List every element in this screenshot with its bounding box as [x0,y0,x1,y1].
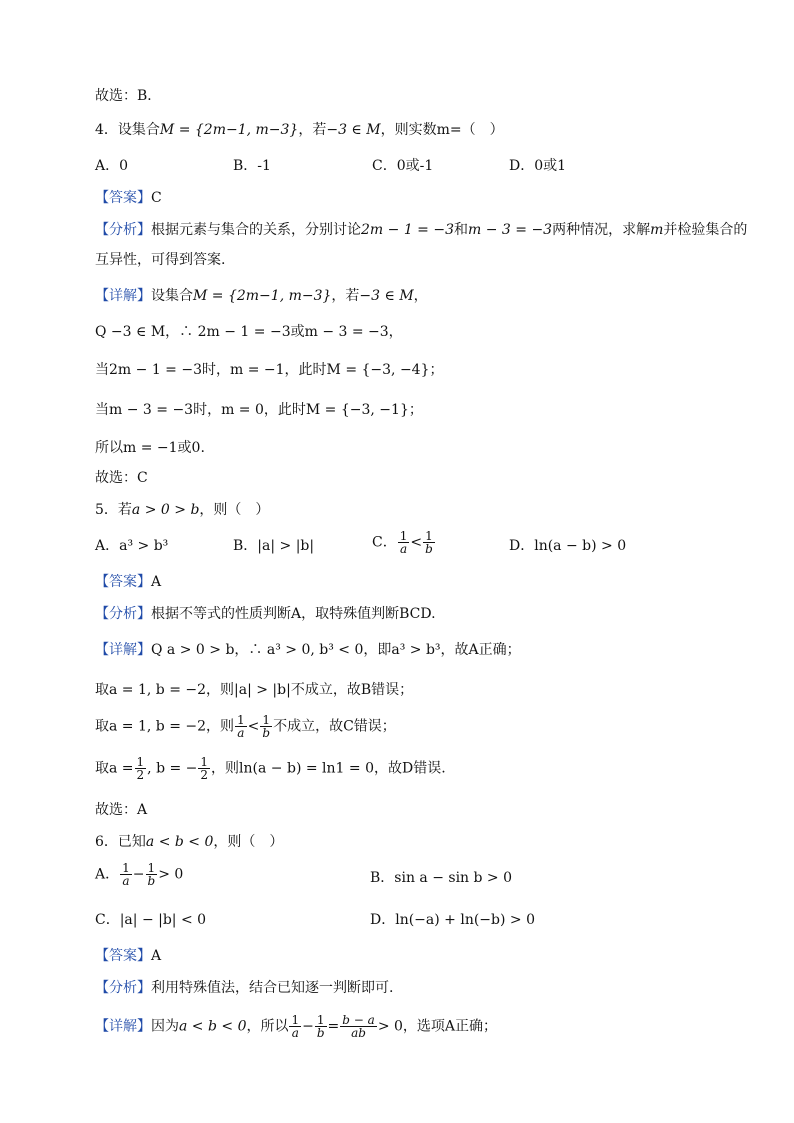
q4-conclusion: 故选：C [95,470,148,486]
q4-detail-4: 当m − 3 = −3时，m = 0，此时M = {−3, −1}； [95,402,423,418]
q6-detail-1: 【详解】因为a < b < 0，所以 $\frac{1}{a}$ − $\frac{1}{b}$ = $\frac{b - a}{ab}$ > 0，选项A正确； [95,1013,498,1040]
q5-conclusion: 故选：A [95,802,148,818]
q6-option-b: B．sin a − sin b > 0 [370,870,513,886]
q6-option-a: A． $\frac{1}{a}$ − $\frac{1}{b}$ > 0 [95,861,184,888]
q6-option-c: C．|a| − |b| < 0 [95,912,207,928]
q4-detail-5: 所以m = −1或0. [95,440,205,456]
q4-analysis-cont: 互异性，可得到答案. [95,252,226,268]
q5-option-b: B．|a| > |b| [233,538,315,554]
q4-detail-1: 【详解】设集合M = {2m−1, m−3}，若−3 ∈ M， [95,288,428,304]
q4-option-d: D．0或1 [509,158,567,174]
question-5-stem: 5．若a > 0 > b，则（ ） [95,502,270,518]
q4-option-c: C．0或-1 [372,158,434,174]
q6-analysis: 【分析】利用特殊值法，结合已知逐一判断即可. [95,980,394,996]
text-line: 故选：B． [95,88,162,104]
q5-option-d: D．ln(a − b) > 0 [509,538,627,554]
q4-analysis: 【分析】根据元素与集合的关系，分别讨论2m − 1 = −3和m − 3 = −3两种情况，求解m并检验集合的 [95,222,748,238]
q5-analysis: 【分析】根据不等式的性质判断A，取特殊值判断BCD. [95,606,436,622]
q4-detail-2: Q −3 ∈ M，∴ 2m − 1 = −3或m − 3 = −3， [95,324,403,340]
q6-answer: 【答案】A [95,948,162,964]
q4-answer: 【答案】C [95,190,162,206]
q4-option-a: A．0 [95,158,129,174]
question-6-stem: 6．已知a < b < 0，则（ ） [95,834,284,850]
q5-option-c: C． $\frac{1}{a}$ < $\frac{1}{b}$ [372,529,433,556]
q4-option-b: B．-1 [233,158,271,174]
q5-answer: 【答案】A [95,574,162,590]
q5-detail-1: 【详解】Q a > 0 > b，∴ a³ > 0, b³ < 0，即a³ > b³，故A正确； [95,642,521,658]
q5-detail-2: 取a = 1, b = −2，则|a| > |b|不成立，故B错误； [95,682,414,698]
q6-option-d: D．ln(−a) + ln(−b) > 0 [370,912,535,928]
q5-option-a: A．a³ > b³ [95,538,169,554]
q4-detail-3: 当2m − 1 = −3时，m = −1，此时M = {−3, −4}； [95,362,444,378]
q5-detail-3: 取a = 1, b = −2，则 $\frac{1}{a}$ < $\frac{1}{b}$ 不成立，故C错误； [95,713,396,740]
question-4-stem: 4．设集合M = {2m−1, m−3}，若−3 ∈ M，则实数m=（ ） [95,122,504,138]
q5-detail-4: 取a = $\frac{1}{2}$ , b = − $\frac{1}{2}$ ，则ln(a − b) = ln1 = 0，故D错误. [95,755,446,782]
